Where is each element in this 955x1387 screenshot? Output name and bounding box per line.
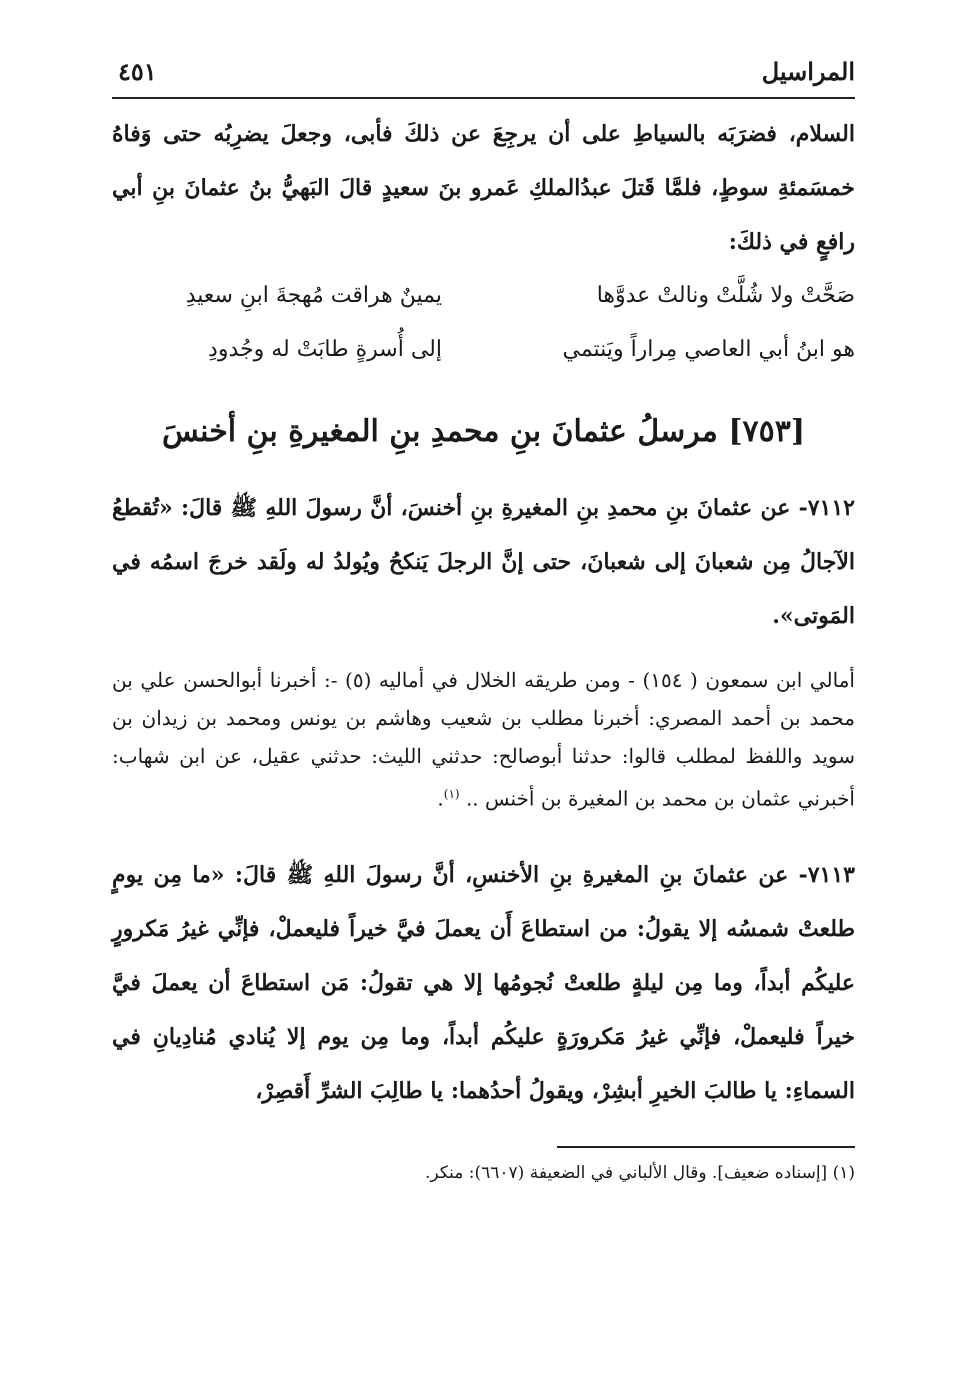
book-page (112, 55, 855, 1188)
footnote: (١) [إسناده ضعيف]. وقال الألباني في الضعيفة (٦٦٠٧): منكر. (424, 1162, 855, 1183)
page-number: ٤٥١ (118, 57, 157, 86)
intro-paragraph: السلام، فضرَبَه بالسياطِ على أن يرجِعَ عن ذلكَ فأبى، وجعلَ يضرِبُه حتى وَفاهُ خمسَمئةِ سوطٍ، فلمَّا قَتلَ عبدُالملكِ عَمرو بنَ سعيدٍ قالَ البَهيُّ بنُ عثمانَ بنِ أبي رافعٍ في ذلكَ: (112, 121, 856, 255)
hadith-7112-text: ٧١١٢- عن عثمانَ بنِ محمدِ بنِ المغيرةِ بنِ أخنسَ، أنَّ رسولَ اللهِ ﷺ قالَ: «تُقطعُ الآجالُ مِن شعبانَ إلى شعبانَ، حتى إنَّ الرجلَ يَنكحُ ويُولدُ له ولَقد خرجَ اسمُه في المَوتى». (112, 495, 855, 629)
section-heading: [٧٥٣] مرسلُ عثمانَ بنِ محمدِ بنِ المغيرةِ بنِ أخنسَ (161, 414, 806, 449)
poem-verse (112, 269, 855, 323)
source-end-mark: . (437, 786, 444, 811)
verse-second-hemistich: إلى أُسرةٍ طابَتْ له وجُدودِ (208, 337, 442, 362)
hadith-7113-text: ٧١١٣- عن عثمانَ بنِ المغيرةِ بنِ الأخنسِ، أنَّ رسولَ اللهِ ﷺ قالَ: «ما مِن يومٍ طلعتْ شمسُه إلا يقولُ: من استطاعَ أَن يعملَ فيَّ خيراً فليعملْ، فإنِّي غيرُ مَكرورٍ عليكُم أبداً، وما مِن ليلةٍ طلعتْ نُجومُها إلا هي تقولُ: مَن استطاعَ أن يعملَ فيَّ خيراً فليعملْ، فإنِّي غيرُ مَكرورَةٍ عليكُم أبداً، وما مِن يوم إلا يُنادي مُنادِيانِ في السماءِ: يا طالبَ الخيرِ أبشِرْ، ويقولُ أحدُهما: يا طالِبَ الشرِّ أَقصِرْ، (112, 861, 855, 1104)
hadith-7112-source (112, 661, 855, 818)
running-title: المراسيل (761, 57, 855, 86)
footnote-divider (557, 1146, 855, 1148)
poem-verse (112, 323, 855, 377)
verse-first-hemistich: هو ابنُ أبي العاصي مِراراً ويَنتمي (562, 337, 855, 362)
verse-first-hemistich: صَحَّتْ ولا شُلَّتْ ونالتْ عدوَّها (596, 283, 855, 308)
poem (112, 269, 855, 377)
running-header (112, 55, 855, 99)
source-text: أمالي ابن سمعون ( ١٥٤) - ومن طريقه الخلال في أماليه (٥) -: أخبرنا أبوالحسن علي بن محمد بن أحمد المصري: أخبرنا مطلب بن شعيب وهاشم بن يونس ومحمد بن زيدان بن سويد واللفظ لمطلب قالوا: حدثنا أبوصالح: حدثني الليث: حدثني عقيل، عن ابن شهاب: أخبرني عثمان بن محمد بن المغيرة بن أخنس .. (112, 668, 855, 811)
footnote-reference[interactable]: (١) (443, 787, 460, 801)
verse-second-hemistich: يمينٌ هراقت مُهجةَ ابنِ سعيدِ (185, 283, 442, 308)
